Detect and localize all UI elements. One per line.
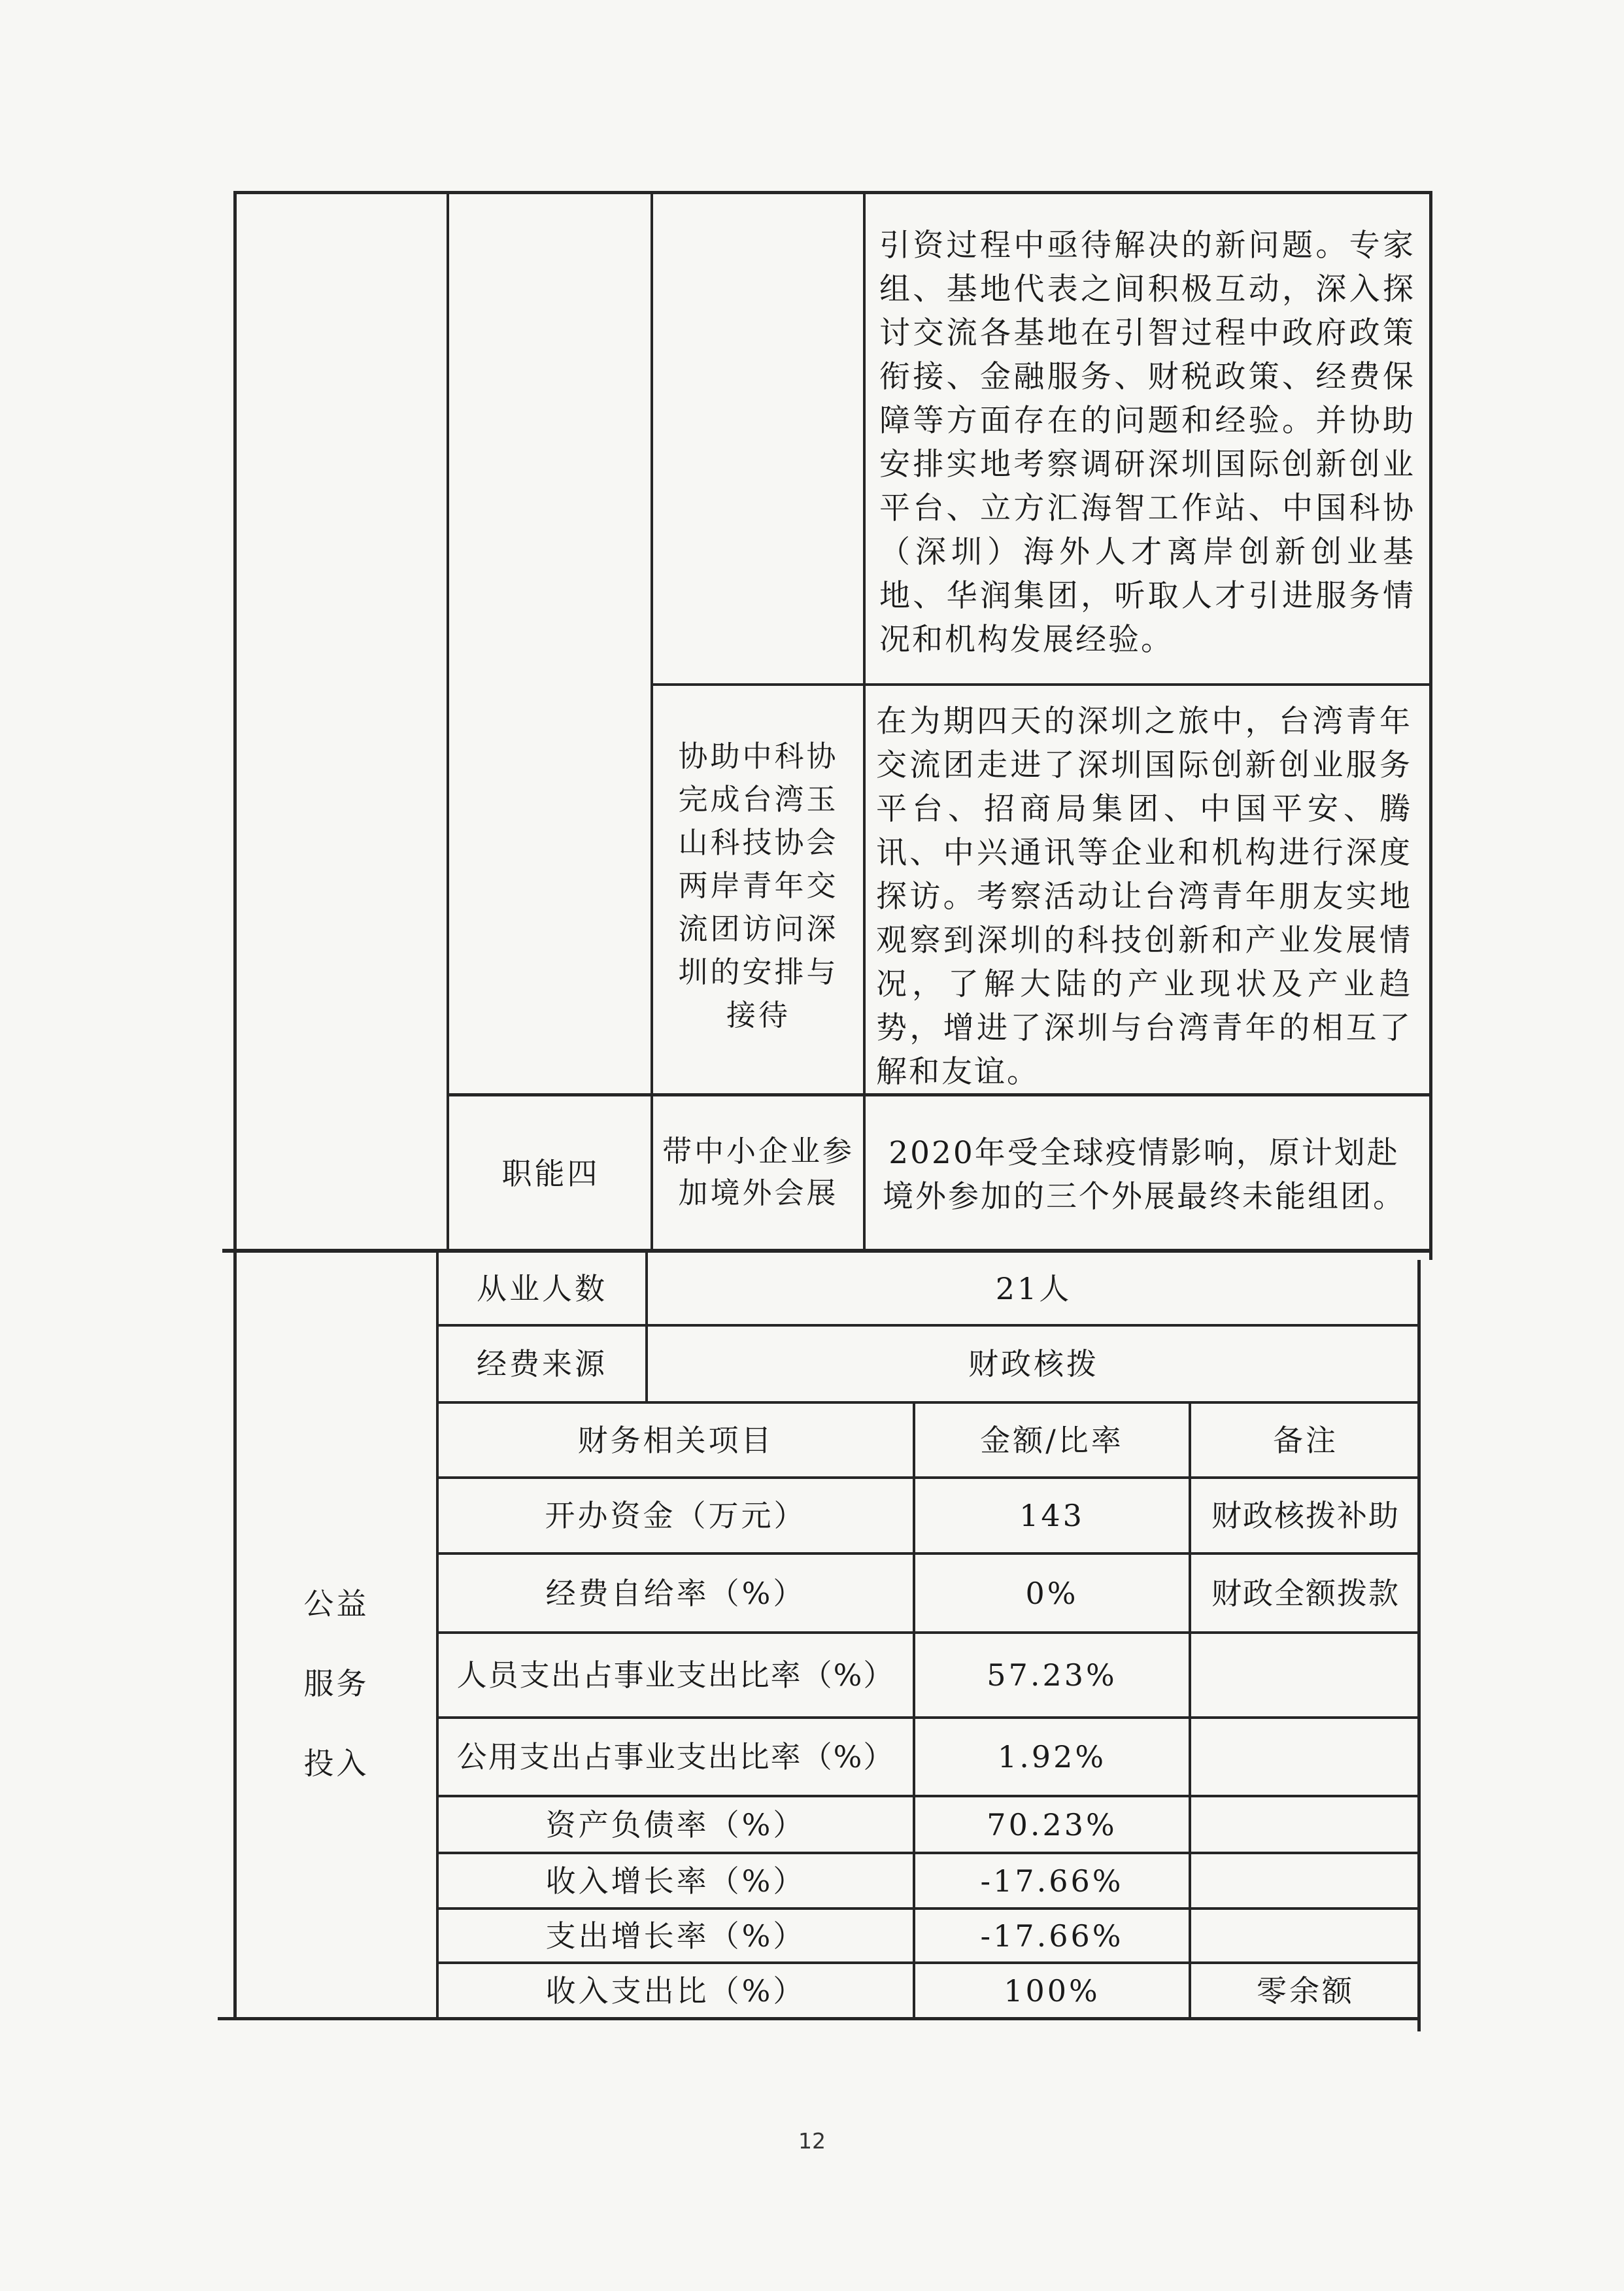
row-remark: 零余额 bbox=[1257, 1973, 1355, 2009]
page-number: 12 bbox=[798, 2128, 826, 2154]
row-item: 人员支出占事业支出比率（%） bbox=[456, 1657, 895, 1693]
row-remark bbox=[1191, 1719, 1420, 1795]
row-remark bbox=[1191, 1910, 1420, 1961]
task-taiwan-exchange: 协助中科协完成台湾玉山科技协会两岸青年交流团访问深圳的安排与接待 bbox=[678, 739, 839, 1032]
row-value: 143 bbox=[1019, 1498, 1085, 1533]
v-line-col3 bbox=[863, 191, 866, 1250]
row-item: 支出增长率（%） bbox=[545, 1918, 806, 1954]
continued-paragraph: 引资过程中亟待解决的新问题。专家组、基地代表之间积极互动，深入探讨交流各基地在引智过程中政府政策衔接、金融服务、财税政策、经费保障等方面存在的问题和经验。并协助安排实地考察调研深圳国际创新创业平台、立方汇海智工作站、中国科协（深圳）海外人才离岸创新创业基地、华润集团，听取人才引进服务情况和机构发展经验。 bbox=[879, 228, 1415, 658]
row-item: 资产负债率（%） bbox=[545, 1807, 806, 1842]
row-remark bbox=[1191, 1797, 1420, 1852]
row-remark bbox=[1191, 1634, 1420, 1716]
staff-value: 21人 bbox=[995, 1270, 1072, 1306]
border-top bbox=[233, 191, 1432, 194]
header-remark: 备注 bbox=[1273, 1422, 1338, 1458]
row-item: 经费自给率（%） bbox=[545, 1575, 806, 1611]
section-label-line-2: 服务 bbox=[303, 1666, 369, 1701]
staff-label: 从业人数 bbox=[477, 1270, 607, 1306]
row-value: 100% bbox=[1004, 1973, 1100, 2009]
row-item: 收入支出比（%） bbox=[545, 1973, 806, 2009]
border-right bbox=[1429, 191, 1432, 1260]
row-item: 开办资金（万元） bbox=[545, 1498, 807, 1533]
row-remark: 财政核拨补助 bbox=[1211, 1498, 1400, 1533]
row-value: 0% bbox=[1025, 1575, 1079, 1611]
row-remark: 财政全额拨款 bbox=[1211, 1575, 1400, 1611]
row-value: -17.66% bbox=[980, 1918, 1124, 1954]
section-label-line-1: 公益 bbox=[303, 1586, 369, 1621]
header-amount: 金额/比率 bbox=[980, 1422, 1124, 1458]
detail-taiwan-exchange: 在为期四天的深圳之旅中，台湾青年交流团走进了深圳国际创新创业服务平台、招商局集团、中国平安、腾讯、中兴通讯等企业和机构进行深度探访。考察活动让台湾青年朋友实地观察到深圳的科技创新和产业发展情况，了解大陆的产业现状及产业趋势，增进了深圳与台湾青年的相互了解和友谊。 bbox=[876, 704, 1412, 1090]
funding-label: 经费来源 bbox=[477, 1346, 607, 1382]
section-label bbox=[237, 1253, 436, 2018]
row-value: 70.23% bbox=[987, 1807, 1117, 1842]
header-item: 财务相关项目 bbox=[577, 1422, 774, 1458]
h-line-upper-1 bbox=[651, 683, 1431, 686]
row-value: 57.23% bbox=[987, 1657, 1117, 1693]
task-four: 带中小企业参加境外会展 bbox=[662, 1133, 854, 1210]
row-remark bbox=[1191, 1854, 1420, 1907]
funding-value: 财政核拨 bbox=[968, 1346, 1099, 1382]
row-item: 收入增长率（%） bbox=[545, 1863, 806, 1899]
row-item: 公用支出占事业支出比率（%） bbox=[456, 1739, 895, 1774]
v-line-col2 bbox=[651, 191, 653, 1250]
row-value: -17.66% bbox=[980, 1863, 1124, 1899]
function-four-label: 职能四 bbox=[501, 1156, 600, 1191]
row-value: 1.92% bbox=[997, 1739, 1107, 1774]
detail-four: 2020年受全球疫情影响，原计划赴境外参加的三个外展最终未能组团。 bbox=[883, 1135, 1406, 1215]
section-label-line-3: 投入 bbox=[303, 1746, 369, 1781]
v-line-col1 bbox=[447, 191, 449, 1250]
